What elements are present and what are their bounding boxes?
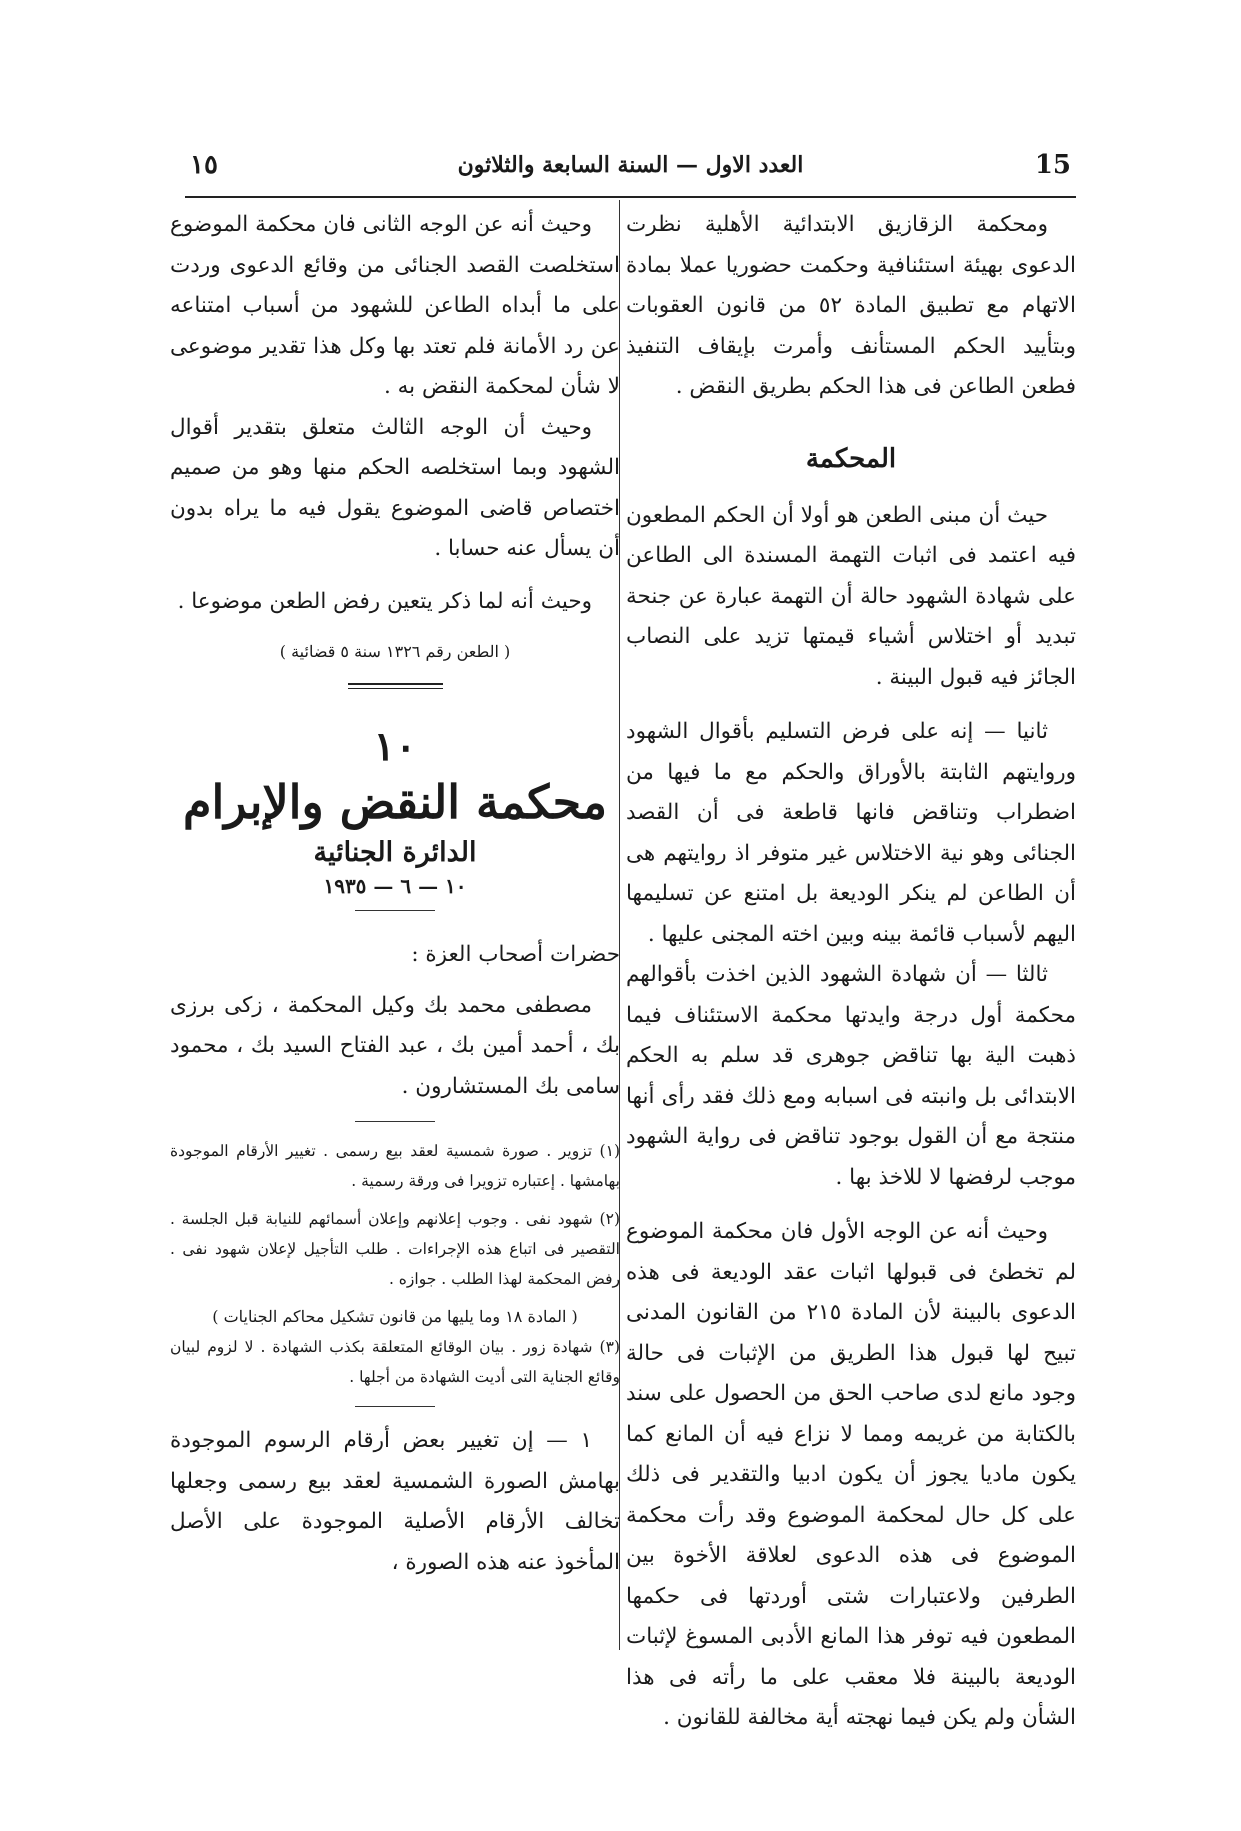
attendance-label: حضرات أصحاب العزة : (411, 942, 620, 967)
separator-rule (355, 910, 435, 911)
judges-list: مصطفى محمد بك وكيل المحكمة ، زكى برزى بك ، أحمد أمين بك ، عبد الفتاح السيد بك ، محمود سامى بك المستشارون . (170, 992, 620, 1099)
footnote-rule (355, 1121, 435, 1122)
left-column (170, 205, 620, 1583)
paragraph: ثانيا — إنه على فرض التسليم بأقوال الشهود وروايتهم الثابتة بالأوراق والحكم مع ما فيها من اضطراب وتناقض فانها قاطعة فى أن القصد الجنائى وهو نية الاختلاس غير متوفر اذ روايتهم هى أن الطاعن لم ينكر الوديعة بل امتنع عن تسليمها اليهم لأسباب قائمة بينه وبين اخته المجنى عليها . (626, 719, 1076, 947)
circuit-name: الدائرة الجنائية (313, 837, 477, 868)
paragraph: ١ — إن تغيير بعض أرقام الرسوم الموجودة بهامش الصورة الشمسية لعقد بيع رسمى وجعلها تخالف الأرقام الأصلية الموجودة على الأصل المأخوذ عنه هذه الصورة ، (170, 1428, 620, 1575)
section-separator (348, 683, 443, 689)
paragraph: وحيث أنه لما ذكر يتعين رفض الطعن موضوعا . (177, 588, 592, 614)
paragraph: ثالثا — أن شهادة الشهود الذين اخذت بأقوالهم محكمة أول درجة وايدتها محكمة الاستئناف فيما ذهبت الية بها تناقض جوهرى قد سلم به الحكم الابتدائى بل وانبته فى اسبابه ومع ذلك فقد رأى أنها منتجة مع أن القول بوجود تناقض فى رواية الشهود موجب لرفضها لا للاخذ بها . (626, 962, 1076, 1190)
header-rule (185, 196, 1076, 198)
intro-paragraph: ومحكمة الزقازيق الابتدائية الأهلية نظرت الدعوى بهيئة استئنافية وحكمت حضوريا عملا بمادة الاتهام مع تطبيق المادة ٥٢ من قانون العقوبات وبتأييد الحكم المستأنف وأمرت بإيقاف التنفيذ فطعن الطاعن فى هذا الحكم بطريق النقض . (626, 212, 1076, 399)
footnote-end-rule (355, 1406, 435, 1407)
section-title: المحكمة (805, 443, 897, 474)
paragraph: حيث أن مبنى الطعن هو أولا أن الحكم المطعون فيه اعتمد فى اثبات التهمة المسندة الى الطاعن على شهادة الشهود حالة أن التهمة عبارة عن جنحة تبديد أو اختلاس أشياء قيمتها تزيد على النصاب الجائز فيه قبول البينة . (626, 502, 1076, 690)
paragraph: وحيث أنه عن الوجه الأول فان محكمة الموضوع لم تخطئ فى قبولها اثبات عقد الوديعة فى هذه الدعوى بالبينة لأن المادة ٢١٥ من القانون المدنى تبيح لها قبول هذا الطريق من الإثبات فى حالة وجود مانع لدى صاحب الحق من الحصول على سند بالكتابة من غريمه ومما لا نزاع فيه أن المانع كما يكون ماديا يجوز أن يكون ادبيا والتقدير فى ذلك على كل حال لمحكمة الموضوع وقد رأت محكمة الموضوع فى هذه الدعوى لعلاقة الأخوة بين الطرفين ولاعتبارات شتى أوردتها فى حكمها المطعون فيه توفر هذا المانع الأدبى المسوغ لإثبات الوديعة بالبينة فلا معقب على ما رأته فى هذا الشأن ولم يكن فيما نهجته أية مخالفة للقانون . (626, 1219, 1076, 1730)
footnote: (٣) شهادة زور . بيان الوقائع المتعلقة بكذب الشهادة . لا لزوم لبيان وقائع الجناية التى أديت الشهادة من أجلها . (170, 1338, 620, 1386)
page-number-arabic: ١٥ (190, 150, 218, 180)
page-number-latin: 15 (1034, 150, 1071, 180)
right-column (626, 205, 1076, 1739)
paragraph: وحيث أن الوجه الثالث متعلق بتقدير أقوال الشهود وبما استخلصه الحكم منها وهو من صميم اختصاص قاضى الموضوع يقول فيه ما يراه بدون أن يسأل عنه حسابا . (170, 414, 620, 561)
case-number: ١٠ (373, 723, 417, 770)
paragraph: وحيث أنه عن الوجه الثانى فان محكمة الموضوع استخلصت القصد الجنائى من وقائع الدعوى وردت على ما أبداه الطاعن للشهود من أسباب امتناعه عن رد الأمانة فلم تعتد بها وكل هذا تقدير موضوعى لا شأن لمحكمة النقض به . (170, 212, 620, 399)
case-reference: ( الطعن رقم ١٣٢٦ سنة ٥ قضائية ) (279, 642, 511, 661)
decision-date: ١٠ — ٦ — ١٩٣٥ (323, 874, 467, 898)
footnote: (١) تزوير . صورة شمسية لعقد بيع رسمى . تغيير الأرقام الموجودة بهامشها . إعتباره تزويرا فى ورقة رسمية . (170, 1142, 620, 1190)
footnote-citation: ( المادة ١٨ وما يليها من قانون تشكيل محاكم الجنايات ) (212, 1307, 578, 1326)
page-header (190, 150, 1071, 192)
footnote: (٢) شهود نفى . وجوب إعلانهم وإعلان أسمائهم للنيابة قبل الجلسة . التقصير فى اتباع هذه الإجراءات . طلب التأجيل لإعلان شهود نفى . رفض المحكمة لهذا الطلب . جوازه . (170, 1210, 620, 1288)
court-name: محكمة النقض والإبرام (183, 775, 607, 829)
issue-title: العدد الاول — السنة السابعة والثلاثون (457, 152, 804, 178)
